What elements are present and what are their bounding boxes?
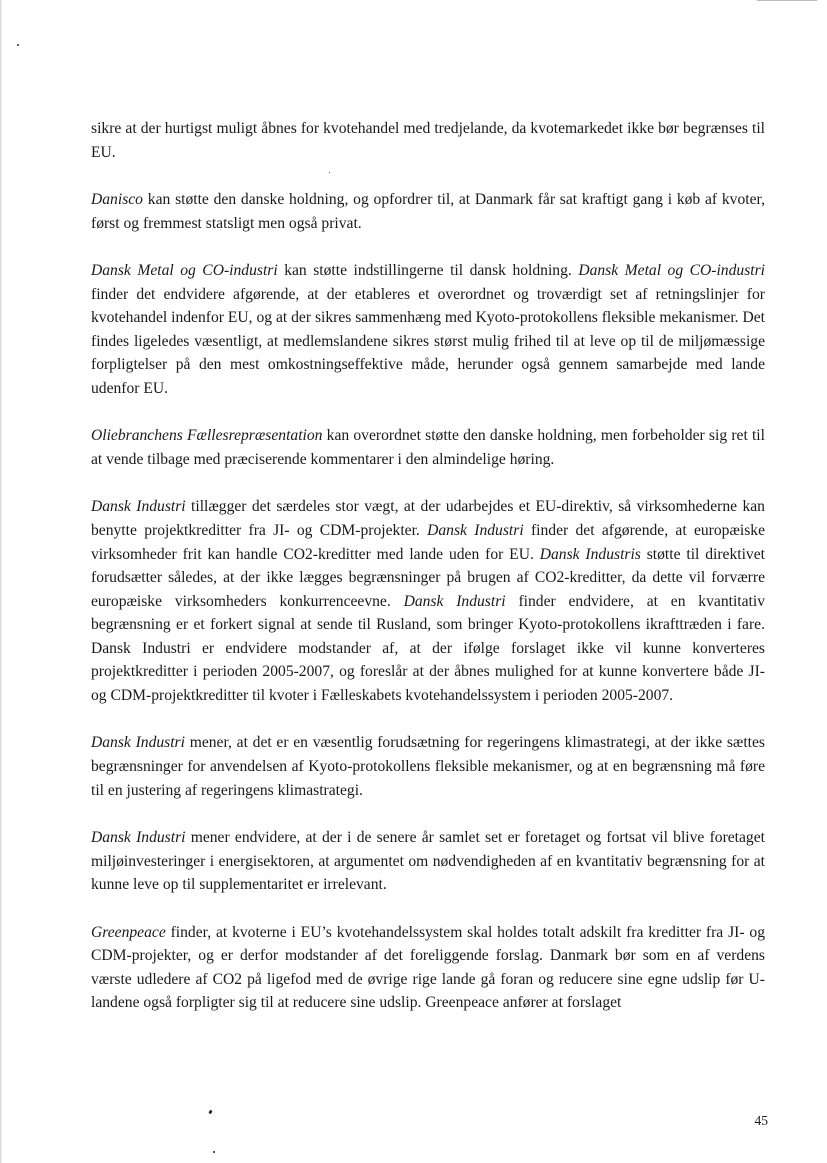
organisation-name: Dansk Industri [427, 521, 524, 539]
paragraph [91, 826, 765, 897]
paragraph-text: finder det afgørende, at europæiske virksomheder frit kan handle CO2-kreditter med lande uden for EU. [91, 521, 765, 563]
paragraph-text: finder det endvidere afgørende, at der etableres et overordnet og troværdigt set af retningslinjer for kvotehandel indenfor EU, og at der sikres sammenhæng med Kyoto-protokollens fleksible mekanismer. Det findes ligeledes væsentligt, at medlemslandene sikres størst mulig frihed til at leve op til de miljømæssige forpligtelser på den mest omkostningseffektive måde, herunder også gennem samarbejde med lande udenfor EU. [91, 285, 765, 397]
scan-artifact-line [757, 0, 817, 1]
paragraph-text: støtte til direktivet forudsætter således, at der ikke lægges begrænsninger på brugen af CO2-kreditter, da dette vil forværre europæiske virksomheders konkurrenceevne. [91, 545, 765, 610]
document-body [91, 117, 765, 1039]
paragraph-text: sikre at der hurtigst muligt åbnes for kvotehandel med tredjelande, da kvotemarkedet ikke bør begrænses til EU. [91, 120, 765, 161]
scan-speck [208, 1110, 213, 1115]
paragraph-text: kan overordnet støtte den danske holdning, men forbeholder sig ret til at vende tilbage med præciserende kommentarer i den almindelige høring. [91, 427, 765, 468]
paragraph-text: mener endvidere, at der i de senere år samlet set er foretaget og fortsat vil blive foretaget miljøinvesteringer i energisektoren, at argumentet om nødvendigheden af en kvantitativ begrænsning for at kunne leve op til supplementaritet er irrelevant. [91, 829, 765, 894]
scan-speck [213, 1151, 215, 1153]
organisation-name: Dansk Industri [91, 498, 186, 516]
paragraph-text: finder endvidere, at en kvantitativ begrænsning er et forkert signal at sende til Rusland, som bringer Kyoto-protokollens ikrafttræden i fare. Dansk Industri er endvidere modstander af, at der ifølge forslaget ikke vil kunne konverteres projektkreditter i perioden 2005-2007, og foreslår at der åbnes mulighed for at kunne konvertere både JI- og CDM-projektkreditter til kvoter i Fælleskabets kvotehandelssystem i perioden 2005-2007. [91, 592, 765, 705]
paragraph [91, 259, 765, 401]
organisation-name: Dansk Industris [539, 545, 641, 563]
paragraph-text: tillægger det særdeles stor vægt, at der udarbejdes et EU-direktiv, så virksomhederne kan benytte projektkreditter fra JI- og CDM-projekter. [91, 498, 765, 539]
paragraph-text: kan støtte indstillingerne til dansk holdning. [277, 261, 579, 279]
organisation-name: Dansk Metal og CO-industri [91, 261, 278, 279]
paragraph [91, 731, 765, 802]
scan-speck [17, 44, 19, 46]
paragraph-text: finder, at kvoterne i EU’s kvotehandelssystem skal holdes totalt adskilt fra kreditter fra JI- og CDM-projekter, og er derfor modstander af det foreliggende forslag. Danmark bør som en af verdens værste udledere af CO2 på ligefod med de øvrige rige lande gå foran og reducere sine egne udslip før U-landene også forpligter sig til at reducere sine udslip. Greenpeace anfører at forslaget [91, 923, 765, 1012]
paragraph [91, 921, 765, 1015]
paragraph [91, 188, 765, 235]
paragraph-text: mener, at det er en væsentlig forudsætning for regeringens klimastrategi, at der ikke sættes begrænsninger for anvendelsen af Kyoto-protokollens fleksible mekanismer, og at en begrænsning må føre til en justering af regeringens klimastrategi. [91, 734, 765, 799]
organisation-name: Dansk Industri [91, 734, 185, 752]
organisation-name: Danisco [91, 190, 143, 208]
organisation-name: Greenpeace [91, 923, 166, 941]
organisation-name: Dansk Metal og CO-industri [578, 261, 766, 279]
paragraph [91, 424, 765, 471]
paragraph [91, 117, 765, 164]
scan-edge [0, 0, 2, 1163]
organisation-name: Dansk Industri [91, 829, 186, 847]
page-number: 45 [754, 1113, 768, 1128]
paragraph-text: kan støtte den danske holdning, og opfordrer til, at Danmark får sat kraftigt gang i køb af kvoter, først og fremmest statsligt men også privat. [91, 190, 765, 232]
organisation-name: Oliebranchens Fællesrepræsentation [91, 427, 323, 445]
organisation-name: Dansk Industri [403, 592, 506, 610]
paragraph [91, 495, 765, 707]
